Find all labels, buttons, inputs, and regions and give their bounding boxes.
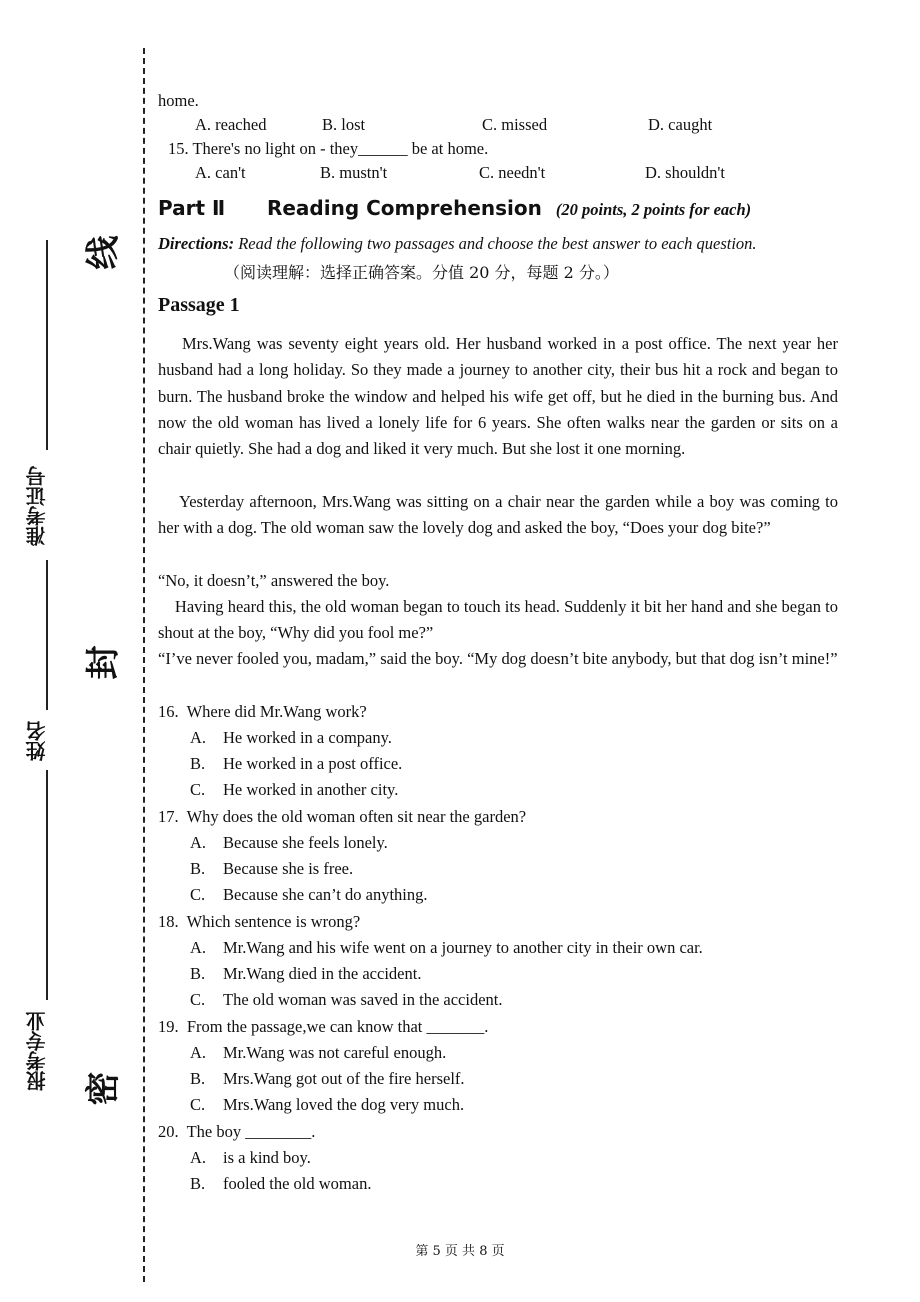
passage-paragraph: Yesterday afternoon, Mrs.Wang was sitting on a chair near the garden while a boy was coming to her with a dog. The old woman saw the lovely dog and asked the boy, “Does your dog bite?” bbox=[158, 492, 843, 538]
option-text: Mr.Wang died in the accident. bbox=[223, 964, 422, 983]
option-letter: B. bbox=[190, 859, 206, 878]
question-18-option-b bbox=[190, 964, 421, 984]
option-letter: C. bbox=[190, 990, 206, 1009]
question-19-stem: 19. From the passage,we can know that _______. bbox=[158, 1017, 489, 1036]
passage-paragraph: Having heard this, the old woman began to touch its head. Suddenly it bit her hand and she began to shout at the boy, “Why did you fool me?” bbox=[158, 597, 843, 643]
passage-paragraph: “I’ve never fooled you, madam,” said the boy. “My dog doesn’t bite anybody, but that dog isn’t mine!” bbox=[158, 649, 838, 668]
part-title: Part Ⅱ Reading Comprehension bbox=[158, 196, 542, 220]
option-text: Mrs.Wang got out of the fire herself. bbox=[223, 1069, 465, 1088]
question-20-option-a bbox=[190, 1148, 311, 1168]
question-20-stem: 20. The boy ________. bbox=[158, 1122, 316, 1141]
question-17-option-c bbox=[190, 885, 428, 905]
option-text: Mrs.Wang loved the dog very much. bbox=[223, 1095, 465, 1114]
seal-char-line: 线 bbox=[83, 235, 124, 270]
q15-option-c: C. needn't bbox=[479, 163, 546, 182]
directions-label: Directions: bbox=[158, 234, 235, 253]
option-letter: A. bbox=[190, 728, 207, 747]
exam-id-blank bbox=[46, 240, 48, 450]
major-blank bbox=[46, 770, 48, 1000]
option-text: Because she feels lonely. bbox=[223, 833, 388, 852]
passage-paragraph: Mrs.Wang was seventy eight years old. Her husband worked in a post office. The next year her husband had a long holiday. So they made a journey to another city, their bus hit a rock and began to burn. The husband broke the window and helped his wife get off, but he died in the burning bus. And now the old woman has lived a lonely life for 6 years. She often walks near the garden or sits on a chair quietly. She had a dog and liked it very much. But she lost it one morning. bbox=[158, 334, 843, 459]
passage-title: Passage 1 bbox=[158, 294, 240, 316]
option-letter: A. bbox=[190, 938, 207, 957]
question-17-stem: 17. Why does the old woman often sit near the garden? bbox=[158, 807, 527, 826]
option-text: fooled the old woman. bbox=[223, 1174, 372, 1193]
option-letter: B. bbox=[190, 1069, 206, 1088]
option-letter: A. bbox=[190, 833, 207, 852]
q15-option-a: A. can't bbox=[195, 163, 246, 182]
question-17-option-a bbox=[190, 833, 388, 853]
q14-option-d: D. caught bbox=[648, 115, 713, 134]
directions-chinese: （阅读理解：选择正确答案。分值 20 分，每题 2 分。） bbox=[224, 263, 619, 282]
option-letter: C. bbox=[190, 885, 206, 904]
q14-option-b: B. lost bbox=[322, 115, 366, 134]
question-16-stem: 16. Where did Mr.Wang work? bbox=[158, 702, 367, 721]
option-text: is a kind boy. bbox=[223, 1148, 311, 1167]
directions-text: Read the following two passages and choose the best answer to each question. bbox=[234, 234, 757, 253]
question-16-option-b bbox=[190, 754, 402, 774]
option-text: Mr.Wang and his wife went on a journey to another city in their own car. bbox=[223, 938, 703, 957]
option-text: He worked in another city. bbox=[223, 780, 399, 799]
passage-paragraph: “No, it doesn’t,” answered the boy. bbox=[158, 571, 390, 590]
option-text: Mr.Wang was not careful enough. bbox=[223, 1043, 447, 1062]
option-letter: B. bbox=[190, 754, 206, 773]
q14-stem-tail: home. bbox=[158, 91, 199, 110]
option-letter: C. bbox=[190, 780, 206, 799]
exam-id-label: 准考证号 bbox=[25, 466, 49, 546]
question-16-option-c bbox=[190, 780, 398, 800]
q15-option-d: D. shouldn't bbox=[645, 163, 725, 182]
seal-char-seal: 封 bbox=[83, 645, 124, 680]
option-letter: C. bbox=[190, 1095, 206, 1114]
name-label: 姓名 bbox=[25, 721, 49, 761]
q15-option-b: B. mustn't bbox=[320, 163, 388, 182]
question-20-option-b bbox=[190, 1174, 371, 1194]
option-text: Because she can’t do anything. bbox=[223, 885, 428, 904]
q15-stem: 15. There's no light on - they______ be at home. bbox=[168, 139, 489, 158]
question-16-option-a bbox=[190, 728, 392, 748]
question-19-option-c bbox=[190, 1095, 464, 1115]
question-19-option-a bbox=[190, 1043, 446, 1063]
option-letter: B. bbox=[190, 964, 206, 983]
question-19-option-b bbox=[190, 1069, 465, 1089]
part-points: (20 points, 2 points for each) bbox=[555, 200, 752, 219]
option-letter: A. bbox=[190, 1043, 207, 1062]
name-blank bbox=[46, 560, 48, 710]
seal-char-secret: 密 bbox=[83, 1071, 124, 1106]
question-18-option-a bbox=[190, 938, 703, 958]
option-letter: B. bbox=[190, 1174, 206, 1193]
q14-option-c: C. missed bbox=[482, 115, 548, 134]
option-text: He worked in a post office. bbox=[223, 754, 403, 773]
option-text: He worked in a company. bbox=[223, 728, 392, 747]
page-footer: 第 5 页 共 8 页 bbox=[415, 1244, 505, 1259]
option-letter: A. bbox=[190, 1148, 207, 1167]
major-label: 报考专业 bbox=[25, 1011, 49, 1091]
option-text: Because she is free. bbox=[223, 859, 354, 878]
binding-cut-line bbox=[143, 48, 145, 1282]
directions bbox=[158, 234, 757, 254]
option-text: The old woman was saved in the accident. bbox=[223, 990, 503, 1009]
question-18-stem: 18. Which sentence is wrong? bbox=[158, 912, 361, 931]
q14-option-a: A. reached bbox=[195, 115, 267, 134]
question-18-option-c bbox=[190, 990, 503, 1010]
part-heading bbox=[158, 196, 751, 220]
question-17-option-b bbox=[190, 859, 353, 879]
